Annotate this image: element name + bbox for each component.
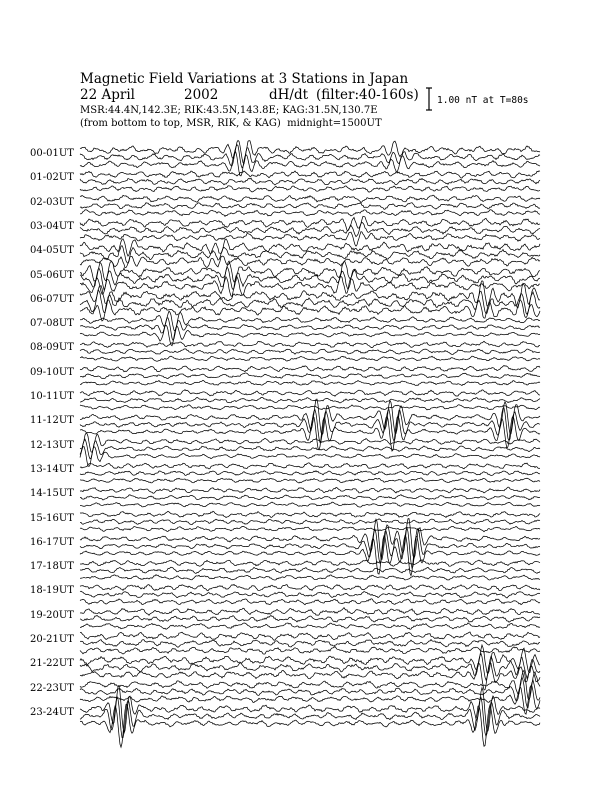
station-trace [80,416,540,451]
row-label: 06-07UT [30,293,74,305]
station-trace [80,591,540,598]
station-trace [80,390,540,397]
station-trace [80,232,540,247]
scale-label: 1.00 nT at T=80s [437,95,529,106]
row-label: 15-16UT [30,512,74,524]
station-trace [80,647,540,655]
station-trace [80,178,540,185]
row-label: 16-17UT [30,536,74,548]
quantity-label: dH/dt [269,87,309,103]
station-trace [80,365,540,371]
row-label: 12-13UT [30,439,74,451]
row-label: 00-01UT [30,148,74,159]
station-trace [80,511,540,517]
station-trace [80,677,540,707]
station-trace [80,246,540,264]
station-trace [80,599,540,605]
row-label: 13-14UT [30,463,74,475]
trace-lines [80,140,540,747]
row-label: 02-03UT [30,196,74,208]
station-trace [80,408,540,443]
station-trace [80,405,540,410]
row-label: 17-18UT [30,561,74,573]
row-label: 20-21UT [30,634,74,645]
station-trace [80,216,540,230]
station-trace [80,632,540,640]
station-trace [80,140,540,163]
order-note-line [80,119,382,129]
station-trace [80,210,540,217]
station-trace [80,463,540,469]
row-label: 05-06UT [30,269,74,281]
row-label: 10-11UT [30,391,74,402]
row-label: 04-05UT [30,245,74,257]
station-trace [80,471,540,476]
order-note: (from bottom to top, MSR, RIK, & KAG) [80,118,281,129]
row-label: 01-02UT [30,172,74,184]
station-trace [80,526,540,531]
station-trace [80,519,540,525]
station-trace [80,567,540,573]
row-label: 21-22UT [30,658,74,670]
station-trace [80,380,540,385]
station-trace [80,495,540,500]
station-trace [80,696,540,737]
station-trace [80,640,540,648]
station-trace [80,654,540,680]
station-trace [80,399,540,435]
station-trace [80,151,540,176]
station-coordinates: MSR:44.4N,142.3E; RIK:43.5N,143.8E; KAG:31.5N,130.7E [80,105,378,116]
station-trace [80,239,540,256]
station-trace [80,584,540,590]
station-trace [80,575,540,580]
station-trace [80,195,540,202]
station-trace [80,203,540,210]
station-trace [80,186,540,192]
station-trace [80,560,540,567]
date-year: 2002 [184,87,219,103]
row-label: 23-24UT [30,706,74,718]
station-trace [80,608,540,616]
scale-bar [426,88,432,110]
midnight-note: midnight=1500UT [287,118,382,129]
station-trace [80,478,540,483]
row-label: 14-15UT [30,488,74,500]
station-trace [80,502,540,507]
filter-label: (filter:40-160s) [316,87,419,103]
station-trace [80,356,540,361]
row-label: 09-10UT [30,366,74,378]
row-label: 22-23UT [30,682,74,694]
chart-title: Magnetic Field Variations at 3 Stations in Japan [80,71,409,87]
date-day: 22 April [80,87,135,103]
station-trace [80,704,540,747]
station-trace [80,349,540,355]
row-label: 18-19UT [30,585,74,597]
row-label: 11-12UT [30,415,74,427]
station-trace [80,623,540,629]
row-label: 03-04UT [30,220,74,232]
row-label: 19-20UT [30,609,74,621]
station-trace [80,341,540,347]
station-trace [80,373,540,379]
station-trace [80,487,540,493]
row-label: 07-08UT [30,318,74,330]
station-trace [80,325,540,346]
station-trace [80,615,540,622]
row-label: 08-09UT [30,342,74,354]
station-trace [80,397,540,403]
station-trace [80,171,540,178]
